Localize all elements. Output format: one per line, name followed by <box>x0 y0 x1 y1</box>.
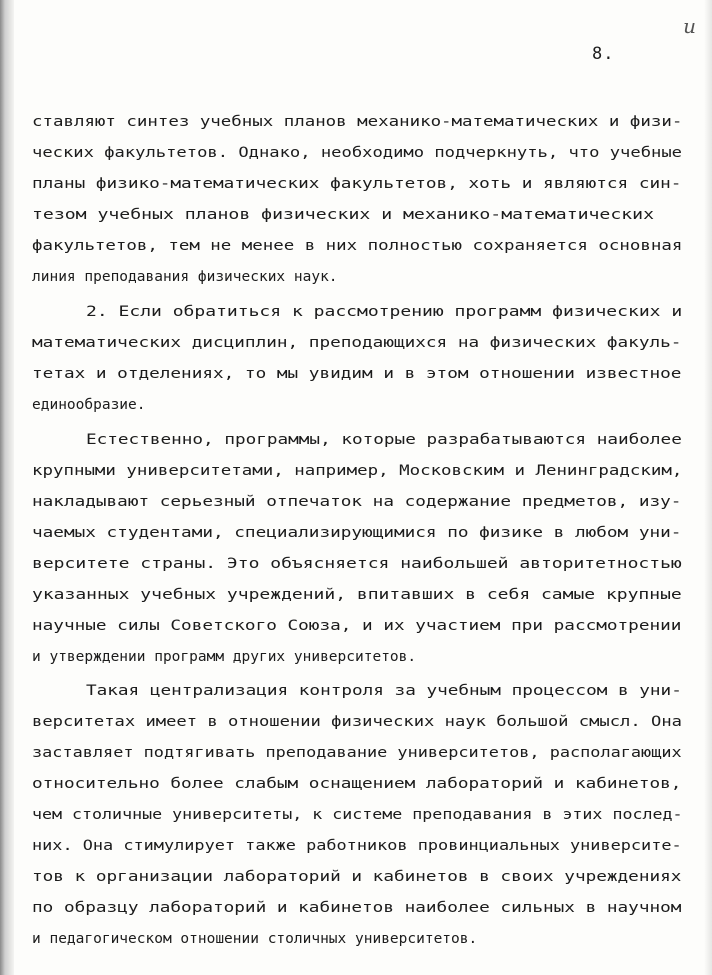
text-line: математических дисциплин, преподающихся на физических факуль- <box>32 335 682 351</box>
text-line: научные силы Советского Союза, и их участием при рассмотрении <box>32 618 682 634</box>
text-line: тов к организации лабораторий и кабинетов в своих учреждениях <box>32 869 682 885</box>
text-line: указанных учебных учреждений, впитавших в себя самые крупные <box>32 587 682 603</box>
scan-edge-right <box>704 0 712 975</box>
text-line: относительно более слабым оснащением лабораторий и кабинетов, <box>32 776 682 792</box>
text-line: чаемых студентами, специализирующимися по физике в любом уни- <box>32 525 682 541</box>
text-line: по образцу лабораторий и кабинетов наиболее сильных в научном <box>32 900 682 916</box>
text-line: линия преподавания физических наук. <box>32 269 338 285</box>
handwritten-mark: и <box>683 14 696 38</box>
text-line: ставляют синтез учебных планов механико-математических и физи- <box>32 114 683 130</box>
scan-edge-shadow <box>0 0 14 975</box>
text-line: тезом учебных планов физических и механико-математических <box>32 207 655 223</box>
text-line: 2. Если обратиться к рассмотрению программ физических и <box>86 304 683 320</box>
text-line: Естественно, программы, которые разрабатываются наиболее <box>86 432 682 448</box>
text-line: единообразие. <box>32 397 146 413</box>
text-line: них. Она стимулирует также работников провинциальных университе- <box>32 838 682 854</box>
text-line: чем столичные университеты, к системе преподавания в этих послед- <box>32 807 683 823</box>
text-line: верситетах имеет в отношении физических наук большой смысл. Она <box>32 714 682 730</box>
text-line: тетах и отделениях, то мы увидим и в этом отношении известное <box>32 366 682 382</box>
text-line: накладывают серьезный отпечаток на содержание предметов, изу- <box>32 494 682 510</box>
text-line: верситете страны. Это объясняется наибольшей авторитетностью <box>32 556 682 572</box>
text-line: крупными университетами, например, Московским и Ленинградским, <box>32 463 683 479</box>
text-line: Такая централизация контроля за учебным процессом в уни- <box>86 683 682 699</box>
text-line: и утверждении программ других университетов. <box>32 649 417 665</box>
text-line: и педагогическом отношении столичных университетов. <box>32 931 478 947</box>
page-number: 8. <box>592 44 615 64</box>
text-line: планы физико-математических факультетов, хоть и являются син- <box>32 176 682 192</box>
text-line: факультетов, тем не менее в них полностью сохраняется основная <box>32 238 683 254</box>
text-line: ческих факультетов. Однако, необходимо подчеркнуть, что учебные <box>32 145 682 161</box>
text-line: заставляет подтягивать преподавание университетов, располагающих <box>32 745 682 761</box>
